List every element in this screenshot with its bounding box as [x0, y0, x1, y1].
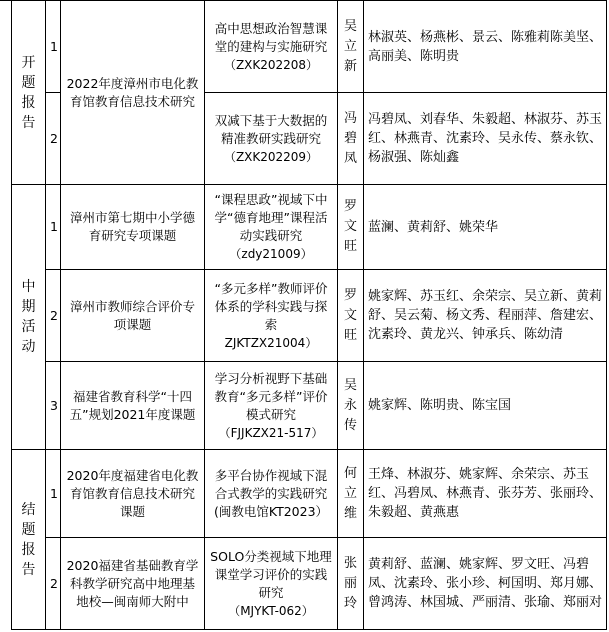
project-title-cell — [205, 362, 338, 450]
project-lead-cell — [338, 185, 364, 270]
project-category: 2020年度福建省电化教育馆教育信息技术研究课题 — [61, 450, 205, 538]
project-lead: 何立维 — [344, 465, 358, 521]
row-index: 1 — [46, 450, 61, 538]
row-index: 2 — [46, 538, 61, 630]
project-title-cell — [205, 185, 338, 270]
project-lead: 吴永传 — [344, 377, 358, 433]
stage-label: 中期活动 — [21, 279, 36, 355]
project-category: 福建省教育科学“十四五”规划2021年度课题 — [61, 362, 205, 450]
table-row — [12, 450, 607, 538]
project-lead: 张丽玲 — [344, 555, 358, 611]
project-lead: 吴立新 — [344, 18, 358, 74]
project-category: 漳州市第七期中小学德育研究专项课题 — [61, 185, 205, 270]
project-title: 双减下基于大数据的精准教研实践研究 — [214, 112, 328, 146]
project-title-cell — [205, 538, 338, 630]
project-title-cell — [205, 450, 338, 538]
project-title-cell — [205, 1, 338, 93]
project-lead-cell — [338, 538, 364, 630]
project-code: （MJYKT-062） — [228, 603, 314, 618]
project-lead-cell — [338, 93, 364, 185]
project-lead-cell — [338, 362, 364, 450]
project-members: 林淑英、杨燕彬、景云、陈雅莉陈美坚、高丽美、陈明贵 — [364, 1, 607, 93]
project-code: （ZXK202209） — [223, 149, 319, 164]
stage-label: 结题报告 — [21, 501, 36, 578]
project-members: 蓝澜、黄莉舒、姚荣华 — [364, 185, 607, 270]
stage-cell — [12, 450, 46, 630]
project-category: 2022年度漳州市电化教育馆教育信息技术研究 — [61, 1, 205, 185]
project-title: SOLO分类视域下地理课堂学习评价的实践研究 — [210, 548, 332, 600]
row-index: 2 — [46, 93, 61, 185]
project-lead: 罗文旺 — [344, 199, 358, 254]
research-projects-table — [11, 0, 607, 630]
row-index: 3 — [46, 362, 61, 450]
project-lead-cell — [338, 450, 364, 538]
project-category: 2020福建省基础教育学科教学研究高中地理基地校—闽南师大附中 — [61, 538, 205, 630]
project-code: （FJJKZX21-517） — [218, 425, 324, 440]
project-lead-cell — [338, 270, 364, 362]
project-members: 姚家辉、陈明贵、陈宝国 — [364, 362, 607, 450]
project-lead-cell — [338, 1, 364, 93]
project-title-cell — [205, 270, 338, 362]
table-row — [12, 1, 607, 93]
table-row — [12, 185, 607, 270]
project-title: “多元多样”教师评价体系的学科实践与探索 — [214, 280, 328, 332]
stage-label: 开题报告 — [21, 54, 36, 131]
stage-cell — [12, 1, 46, 185]
project-code: （ZXK202208） — [223, 57, 319, 72]
project-code: （zdy21009） — [229, 247, 313, 261]
project-members: 王烽、林淑芬、姚家辉、余荣宗、苏玉红、冯碧凤、林燕青、张芬芳、张丽玲、朱毅超、黄燕惠 — [364, 450, 607, 538]
project-lead: 冯碧凤 — [344, 110, 358, 166]
project-members: 姚家辉、苏玉红、余荣宗、吴立新、黄莉舒、吴云菊、杨文秀、程丽萍、詹建宏、沈素玲、黄龙兴、钟承兵、陈幼清 — [364, 270, 607, 362]
row-index: 1 — [46, 185, 61, 270]
table-row — [12, 538, 607, 630]
project-title-cell — [205, 93, 338, 185]
row-index: 1 — [46, 1, 61, 93]
project-code: ZJKTZX21004） — [224, 335, 318, 350]
project-members: 冯碧凤、刘春华、朱毅超、林淑芬、苏玉红、林燕青、沈素玲、吴永传、蔡永钦、杨淑强、陈灿鑫 — [364, 93, 607, 185]
table-row — [12, 270, 607, 362]
project-title: 多平台协作视域下混合式教学的实践研究(闽教电馆KT2023） — [213, 467, 329, 519]
project-title: 高中思想政治智慧课堂的建构与实施研究 — [214, 20, 328, 54]
project-lead: 罗文旺 — [344, 287, 358, 343]
stage-cell — [12, 185, 46, 450]
project-title: 学习分析视野下基础教育“多元多样”评价模式研究 — [214, 370, 328, 422]
project-title: “课程思政”视域下中学“德育地理”课程活动实践研究 — [214, 192, 328, 243]
project-members: 黄莉舒、蓝澜、姚家辉、罗文旺、冯碧凤、沈素玲、张小珍、柯国明、郑月娜、曾鸿涛、林国城、严丽清、张瑜、郑丽对 — [364, 538, 607, 630]
row-index: 2 — [46, 270, 61, 362]
table-row — [12, 362, 607, 450]
project-category: 漳州市教师综合评价专项课题 — [61, 270, 205, 362]
